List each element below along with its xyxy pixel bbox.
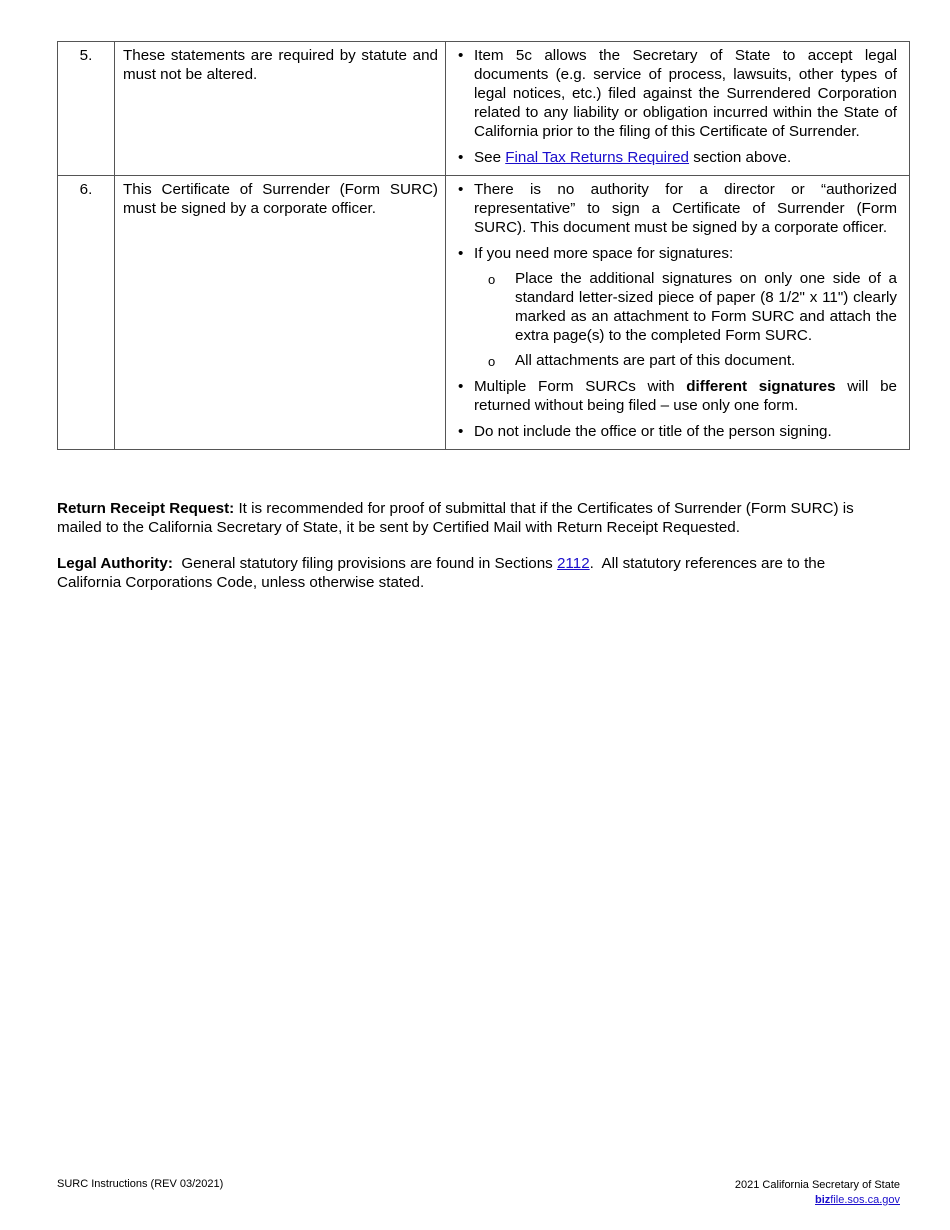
- list-item: • There is no authority for a director or “authorized representative” to sign a Certificate of Surrender (Form SURC). This document must be signed by a corporate officer.: [458, 181, 897, 236]
- row-number: 6.: [58, 176, 115, 450]
- list-item: • See Final Tax Returns Required section above.: [458, 149, 792, 166]
- sub-list-item: o All attachments are part of this document.: [488, 352, 796, 369]
- return-receipt-label: Return Receipt Request:: [57, 500, 235, 517]
- circle-bullet-icon: o: [488, 272, 496, 287]
- list-item: • Multiple Form SURCs with different signatures will be returned without being filed – use only one form.: [458, 378, 897, 414]
- circle-bullet-icon: o: [488, 354, 496, 369]
- bullet-icon: •: [458, 378, 464, 395]
- final-tax-returns-link[interactable]: Final Tax Returns Required: [505, 149, 689, 166]
- table-row: [58, 176, 910, 450]
- list-item: • Item 5c allows the Secretary of State to accept legal documents (e.g. service of process, lawsuits, other types of legal notices, etc.) filed against the Surrendered Corporation related to any liability or obligation incurred within the State of California prior to the filing of this Certificate of Surrender.: [458, 47, 897, 140]
- row-details: [446, 176, 910, 450]
- return-receipt-paragraph: Return Receipt Request: It is recommended for proof of submittal that if the Certificates of Surrender (Form SURC) is mailed to the California Secretary of State, it be sent by Certified Mail with Return Receipt Requested.: [57, 500, 854, 536]
- row-statement: These statements are required by statute and must not be altered.: [115, 42, 446, 176]
- row-details: [446, 42, 910, 176]
- bizfile-link[interactable]: bizfile.sos.ca.gov: [815, 1194, 900, 1206]
- row-number: 5.: [58, 42, 115, 176]
- list-item: • If you need more space for signatures: o Place the additional signatures on only one side of a standard letter-sized piece of paper (8 1/2" x 11") clearly marked as an attachment to Form SURC and attach the extra page(s) to the completed Form SURC. o All attachments are part of this document.: [458, 245, 897, 369]
- list-item: • Do not include the office or title of the person signing.: [458, 423, 832, 440]
- bullet-icon: •: [458, 149, 464, 166]
- legal-authority-paragraph: Legal Authority: General statutory filing provisions are found in Sections 2112. All statutory references are to the California Corporations Code, unless otherwise stated.: [57, 555, 830, 591]
- footer-copyright: 2021 California Secretary of State bizfile.sos.ca.gov: [734, 1179, 900, 1206]
- bullet-icon: •: [458, 245, 464, 262]
- bullet-icon: •: [458, 423, 464, 440]
- form-revision: SURC Instructions (REV 03/2021): [57, 1178, 224, 1190]
- table-row: [58, 42, 910, 176]
- instructions-table: [57, 41, 910, 450]
- bullet-icon: •: [458, 47, 464, 64]
- legal-authority-label: Legal Authority:: [57, 555, 173, 572]
- sub-list-item: o Place the additional signatures on only one side of a standard letter-sized piece of paper (8 1/2" x 11") clearly marked as an attachment to Form SURC and attach the extra page(s) to the completed Form SURC.: [488, 270, 897, 344]
- row-statement: This Certificate of Surrender (Form SURC) must be signed by a corporate officer.: [115, 176, 446, 450]
- section-2112-link[interactable]: 2112: [556, 555, 590, 572]
- bullet-icon: •: [458, 181, 464, 198]
